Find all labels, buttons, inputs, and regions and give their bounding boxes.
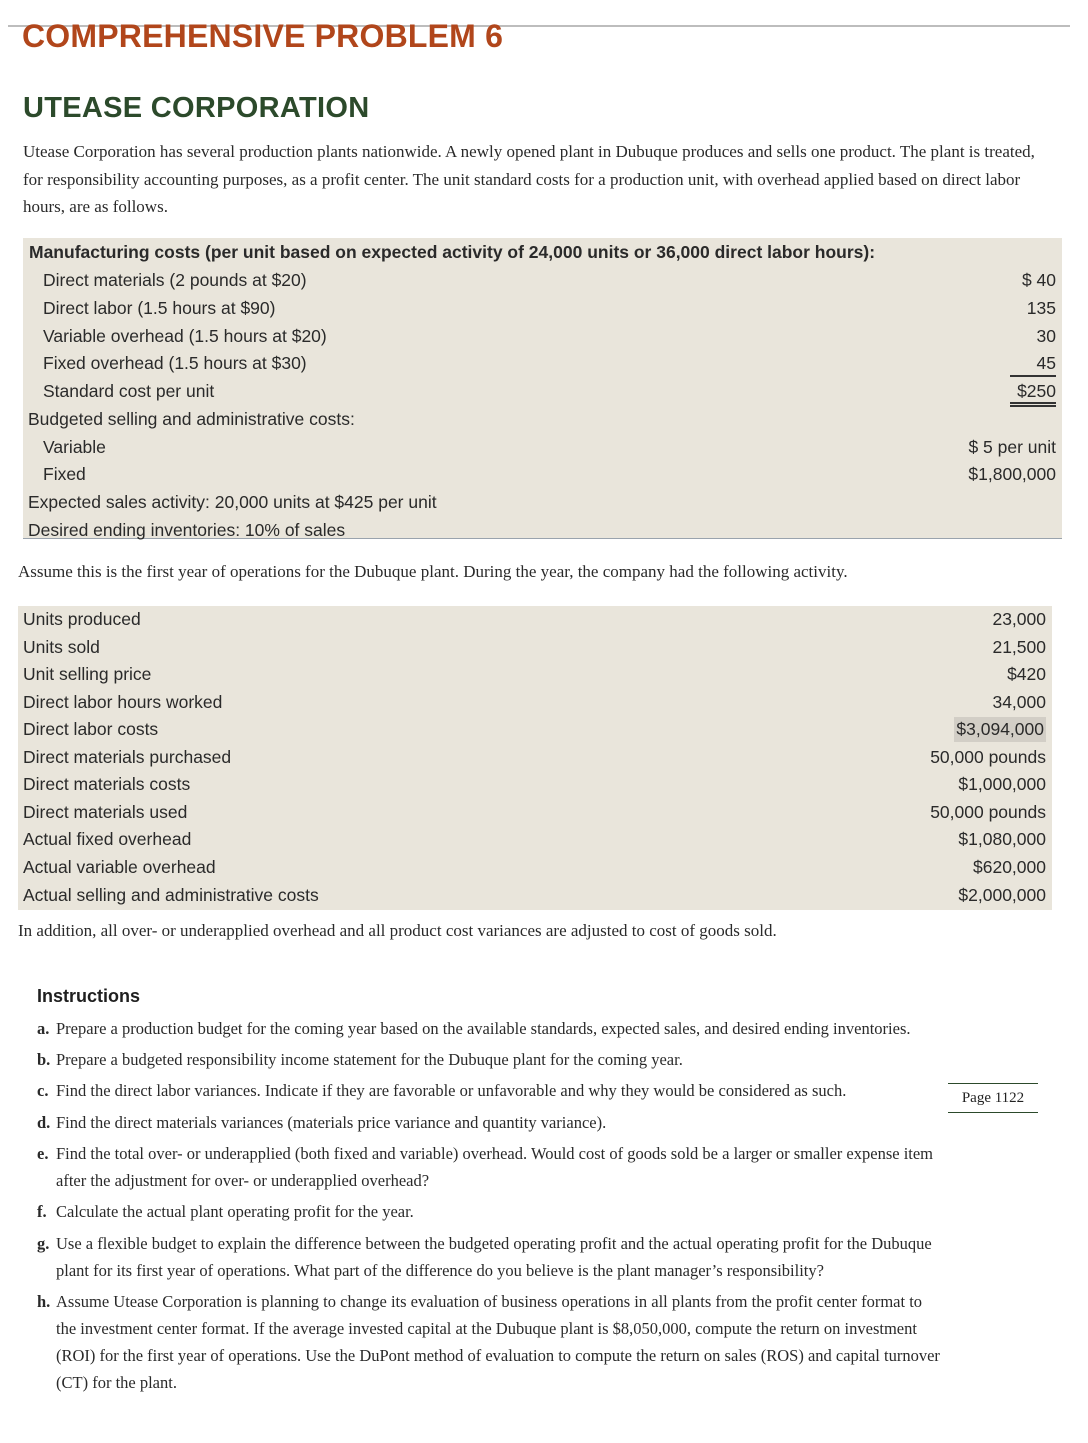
activity-label: Direct labor costs: [23, 719, 159, 739]
activity-label: Unit selling price: [23, 664, 152, 684]
instruction-item: [37, 1140, 1047, 1194]
instruction-item: [37, 1288, 1047, 1396]
expected-sales: Expected sales activity: 20,000 units at $425 per unit: [28, 492, 437, 512]
activity-label: Actual variable overhead: [23, 857, 216, 877]
activity-value: 23,000: [992, 609, 1046, 629]
standards-item-value: 30: [1036, 326, 1056, 346]
problem-title: COMPREHENSIVE PROBLEM 6: [22, 18, 504, 54]
activity-label: Direct materials purchased: [23, 747, 232, 767]
instruction-item: [37, 1230, 1047, 1284]
instruction-text-continued: (ROI) for the first year of operations. Use the DuPont method of evaluation to compute the return on sales (ROS) and capital turnover: [56, 1346, 940, 1365]
instruction-text: Prepare a production budget for the coming year based on the available standards, expected sales, and desired ending inventories.: [56, 1019, 911, 1038]
standards-item-value: 45: [1036, 353, 1056, 373]
instruction-item: [37, 1109, 1047, 1136]
instruction-letter: a.: [37, 1019, 50, 1038]
instruction-text-continued: plant for its first year of operations. What part of the difference do you believe is the plant manager’s responsibility?: [56, 1261, 824, 1280]
company-title: UTEASE CORPORATION: [23, 92, 370, 124]
instruction-text: Use a flexible budget to explain the difference between the budgeted operating profit and the actual operating profit for the Dubuque: [56, 1234, 932, 1253]
activity-value: 34,000: [992, 692, 1046, 712]
sa-item-value: $1,800,000: [968, 464, 1056, 484]
total-double-underline-1: [1010, 402, 1056, 404]
instruction-letter: h.: [37, 1292, 51, 1311]
instructions-title: Instructions: [37, 986, 141, 1006]
activity-label: Actual selling and administrative costs: [23, 885, 319, 905]
activity-value-highlighted: $3,094,000: [954, 717, 1046, 742]
activity-label: Actual fixed overhead: [23, 829, 192, 849]
instruction-letter: d.: [37, 1113, 51, 1132]
instruction-text-continued: after the adjustment for over- or underapplied overhead?: [56, 1171, 430, 1190]
standards-item-label: Variable overhead (1.5 hours at $20): [43, 326, 327, 346]
instruction-letter: g.: [37, 1234, 50, 1253]
activity-label: Direct materials used: [23, 802, 188, 822]
total-double-underline-2: [1010, 405, 1056, 407]
subtotal-underline: [1010, 375, 1056, 377]
instruction-text: Find the total over- or underapplied (both fixed and variable) overhead. Would cost of goods sold be a larger or smaller expense item: [56, 1144, 934, 1163]
activity-value: $1,000,000: [958, 774, 1046, 794]
instruction-text: Find the direct labor variances. Indicate if they are favorable or unfavorable and why they would be considered as such.: [56, 1081, 847, 1100]
instruction-text: Find the direct materials variances (materials price variance and quantity variance).: [56, 1113, 607, 1132]
desired-ending-inventories: Desired ending inventories: 10% of sales: [28, 520, 346, 540]
standards-heading: Manufacturing costs (per unit based on expected activity of 24,000 units or 36,000 direct labor hours):: [29, 242, 876, 262]
instruction-letter: c.: [37, 1081, 49, 1100]
instruction-text-continued: the investment center format. If the average invested capital at the Dubuque plant is $8,050,000, compute the return on investment: [56, 1319, 917, 1338]
activity-box: [18, 606, 1052, 910]
activity-value: 50,000 pounds: [930, 747, 1046, 767]
activity-label: Units sold: [23, 637, 100, 657]
activity-intro: Assume this is the first year of operations for the Dubuque plant. During the year, the company had the following activity.: [18, 562, 848, 581]
instruction-letter: b.: [37, 1050, 51, 1069]
activity-value: 50,000 pounds: [930, 802, 1046, 822]
instruction-text-continued: (CT) for the plant.: [56, 1373, 177, 1392]
activity-value: $1,080,000: [958, 829, 1046, 849]
sa-item-value: $ 5 per unit: [968, 437, 1056, 457]
activity-value: 21,500: [992, 637, 1046, 657]
addition-note: In addition, all over- or underapplied overhead and all product cost variances are adjusted to cost of goods sold.: [18, 921, 777, 940]
activity-value: $420: [1007, 664, 1046, 684]
instruction-letter: f.: [37, 1202, 47, 1221]
sa-item-label: Variable: [43, 437, 106, 457]
activity-label: Direct labor hours worked: [23, 692, 223, 712]
sa-heading: Budgeted selling and administrative costs:: [28, 409, 355, 429]
standards-item-value: $250: [1017, 381, 1056, 401]
instruction-text: Assume Utease Corporation is planning to change its evaluation of business operations in all plants from the profit center format to: [56, 1292, 923, 1311]
standards-item-label: Fixed overhead (1.5 hours at $30): [43, 353, 307, 373]
activity-value: $2,000,000: [958, 885, 1046, 905]
instruction-item: [37, 1198, 1047, 1225]
standards-box: [23, 238, 1062, 539]
instruction-text: Prepare a budgeted responsibility income statement for the Dubuque plant for the coming year.: [56, 1050, 683, 1069]
instruction-item: [37, 1015, 1047, 1042]
activity-value: $620,000: [973, 857, 1046, 877]
instruction-item: [37, 1077, 937, 1104]
page-reference: Page 1122: [948, 1083, 1038, 1113]
standards-item-value: 135: [1026, 298, 1056, 318]
instruction-text: Calculate the actual plant operating profit for the year.: [56, 1202, 414, 1221]
standards-item-label: Direct materials (2 pounds at $20): [43, 270, 307, 290]
sa-item-label: Fixed: [43, 464, 86, 484]
instruction-letter: e.: [37, 1144, 49, 1163]
intro-paragraph: Utease Corporation has several production plants nationwide. A newly opened plant in Dubuque produces and sells one product. The plant is treated, for responsibility accounting purposes, as a profit center. The unit standard costs for a production unit, with overhead applied based on direct labor hours, are as follows.: [23, 142, 1035, 216]
activity-label: Direct materials costs: [23, 774, 191, 794]
standards-item-label: Standard cost per unit: [43, 381, 215, 401]
activity-label: Units produced: [23, 609, 141, 629]
standards-item-label: Direct labor (1.5 hours at $90): [43, 298, 276, 318]
instruction-item: [37, 1046, 1047, 1073]
standards-item-value: $ 40: [1021, 270, 1056, 290]
